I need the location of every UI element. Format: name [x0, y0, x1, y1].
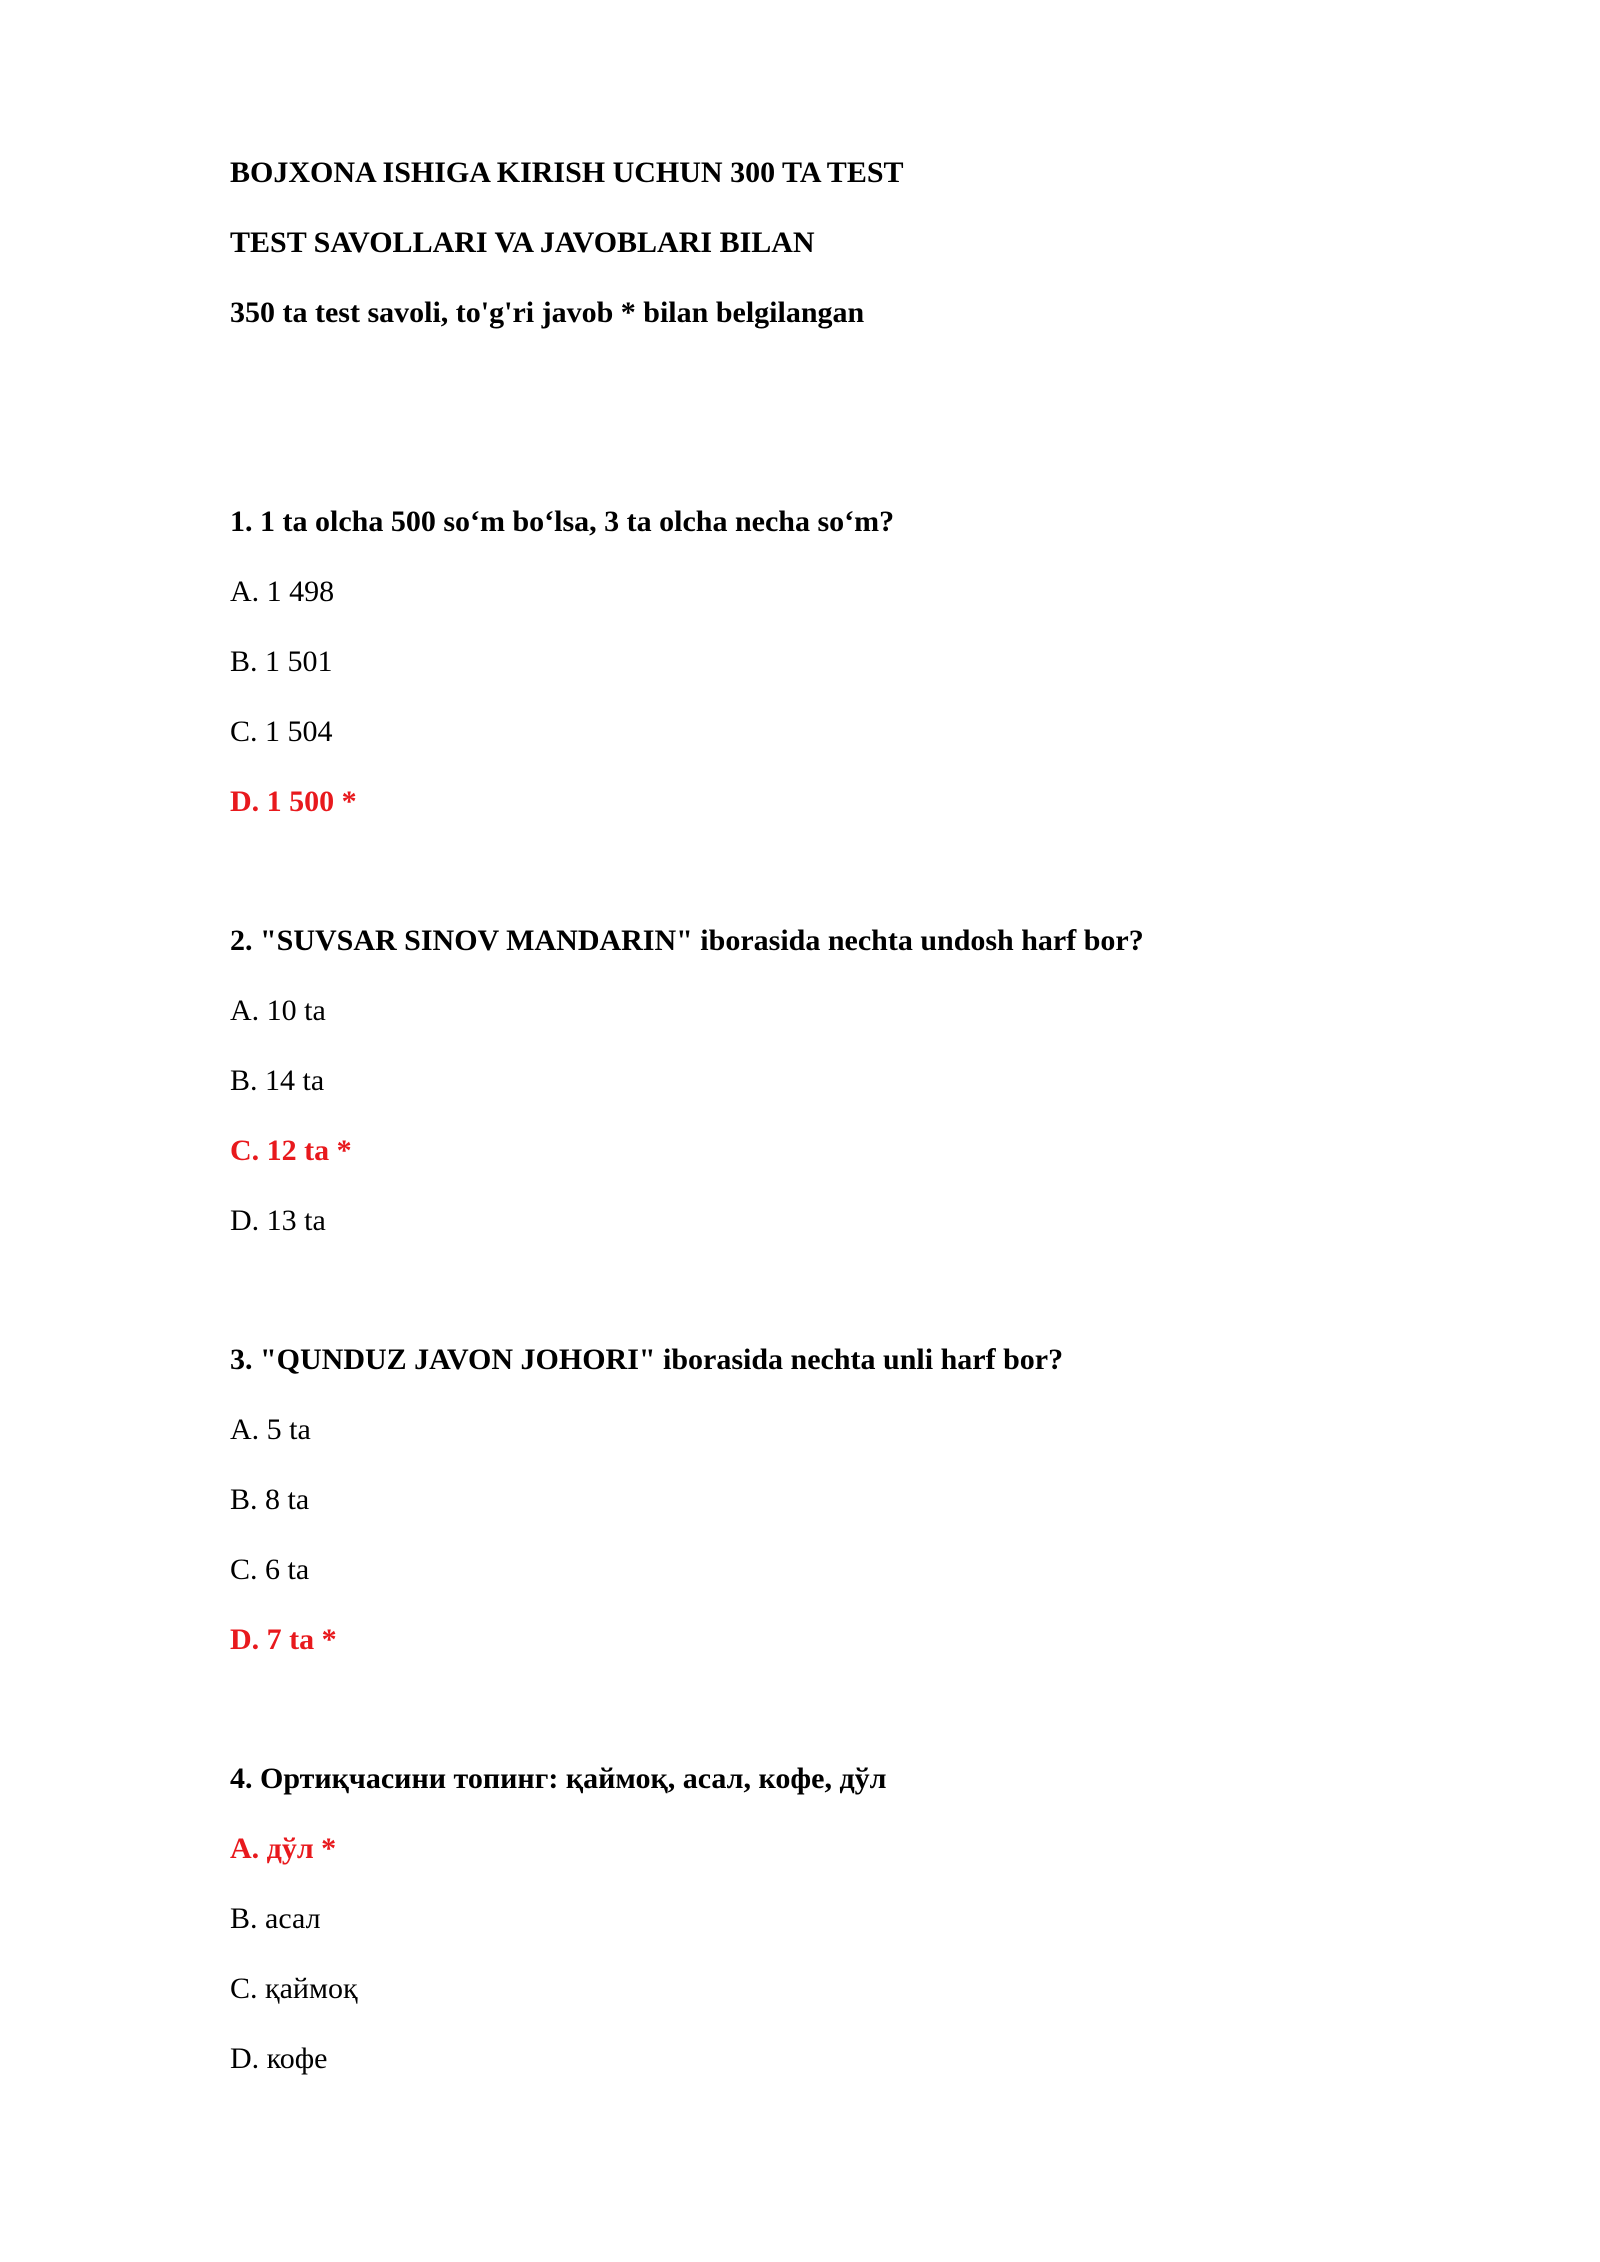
- question-4-option-b: B. асал: [230, 1902, 321, 1935]
- question-3-option-b: B. 8 ta: [230, 1483, 310, 1516]
- question-3-option-a: A. 5 ta: [230, 1413, 311, 1446]
- question-4-option-d: D. кофе: [230, 2042, 328, 2075]
- question-3-option-c: C. 6 ta: [230, 1553, 310, 1586]
- question-1-text: 1. 1 ta olcha 500 so‘m bo‘lsa, 3 ta olcha necha so‘m?: [230, 505, 895, 538]
- document-note: 350 ta test savoli, to'g'ri javob * bilan belgilangan: [230, 296, 865, 329]
- document-subtitle: TEST SAVOLLARI VA JAVOBLARI BILAN: [230, 226, 815, 259]
- question-2-text: 2. "SUVSAR SINOV MANDARIN" iborasida nechta undosh harf bor?: [230, 924, 1144, 957]
- question-2-option-b: B. 14 ta: [230, 1064, 325, 1097]
- question-1-option-d-correct: D. 1 500 *: [230, 785, 357, 818]
- question-2-option-d: D. 13 ta: [230, 1204, 326, 1237]
- question-2-option-a: A. 10 ta: [230, 994, 326, 1027]
- question-3-text: 3. "QUNDUZ JAVON JOHORI" iborasida nechta unli harf bor?: [230, 1343, 1064, 1376]
- question-3-option-d-correct: D. 7 ta *: [230, 1623, 337, 1656]
- question-4-option-c: C. қаймоқ: [230, 1972, 358, 2005]
- question-1-option-c: C. 1 504: [230, 715, 333, 748]
- question-4-text: 4. Ортиқчасини топинг: қаймоқ, асал, кофе, дўл: [230, 1762, 887, 1795]
- question-1-option-b: B. 1 501: [230, 645, 333, 678]
- question-2-option-c-correct: C. 12 ta *: [230, 1134, 352, 1167]
- question-4-option-a-correct: A. дўл *: [230, 1832, 337, 1865]
- document-title: BOJXONA ISHIGA KIRISH UCHUN 300 TA TEST: [230, 156, 904, 189]
- question-1-option-a: A. 1 498: [230, 575, 335, 608]
